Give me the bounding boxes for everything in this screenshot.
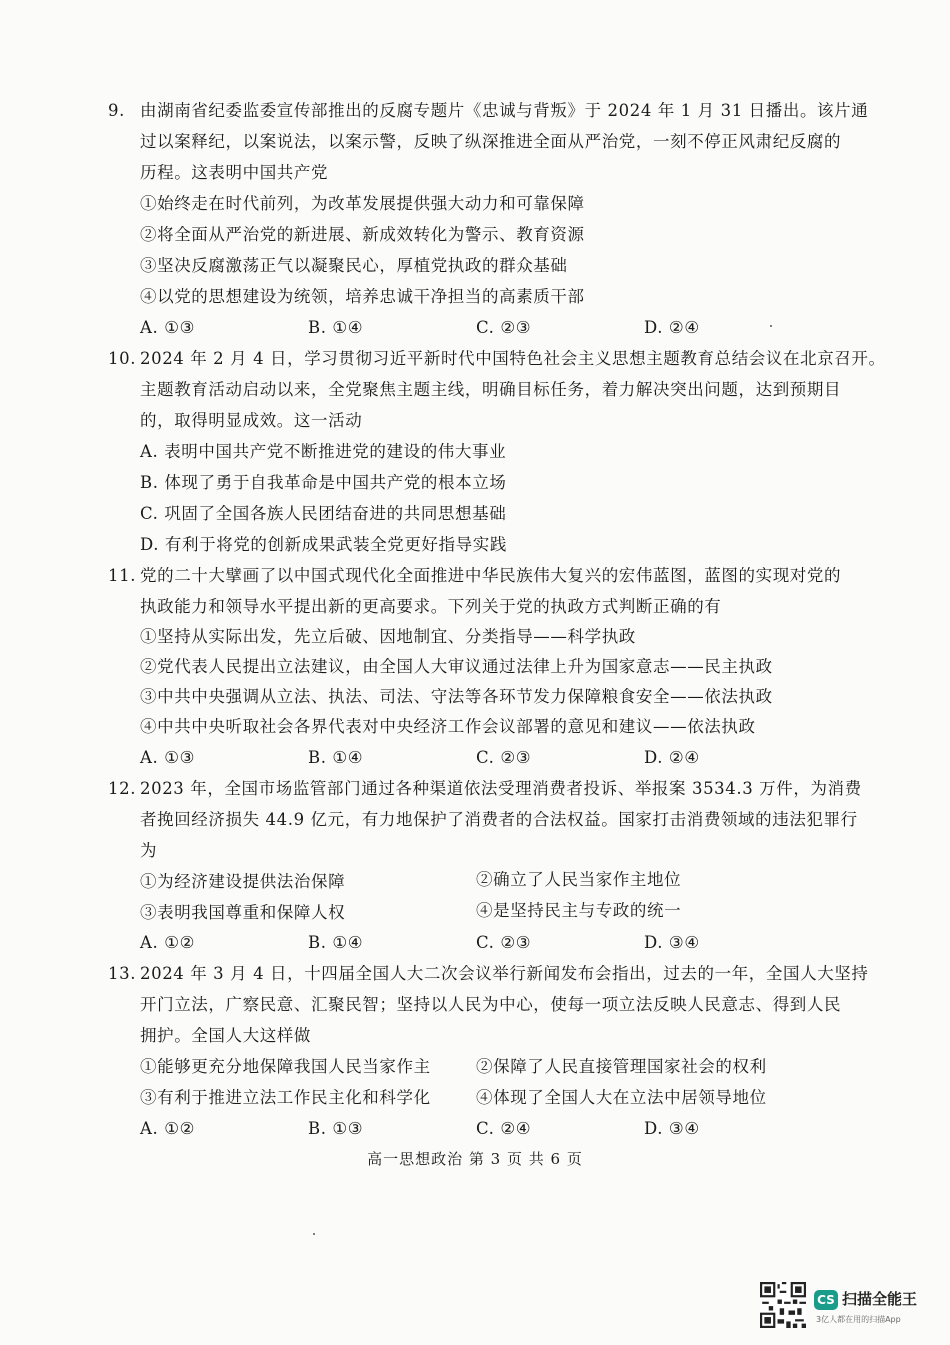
q12-statement-1: ①为经济建设提供法治保障 — [140, 872, 346, 891]
q9-choice-d: D. ②④ — [644, 318, 700, 337]
q9-statement-3: ③坚决反腐激荡正气以凝聚民心，厚植党执政的群众基础 — [140, 256, 568, 275]
q10-stem-line-1: 2024 年 2 月 4 日，学习贯彻习近平新时代中国特色社会主义思想主题教育总结会议在北京召开。 — [140, 349, 886, 368]
q12-number: 12. — [108, 779, 137, 798]
q9-stem-line-1: 由湖南省纪委监委宣传部推出的反腐专题片《忠诚与背叛》于 2024 年 1 月 31 日播出。该片通 — [140, 101, 869, 120]
q10-choice-d: D. 有利于将党的创新成果武装全党更好指导实践 — [140, 535, 507, 554]
cs-logo-badge: CS — [814, 1290, 838, 1310]
q12-choice-d: D. ③④ — [644, 933, 700, 952]
q13-choice-a: A. ①② — [140, 1119, 195, 1138]
q11-number: 11. — [108, 566, 137, 585]
q12-stem-line-1: 2023 年，全国市场监管部门通过各种渠道依法受理消费者投诉、举报案 3534.3 万件，为消费 — [140, 779, 862, 798]
q10-choice-c: C. 巩固了全国各族人民团结奋进的共同思想基础 — [140, 504, 507, 523]
q11-statement-3: ③中共中央强调从立法、执法、司法、守法等各环节发力保障粮食安全——依法执政 — [140, 687, 773, 706]
qr-code-icon — [760, 1282, 806, 1328]
q11-statement-1: ①坚持从实际出发，先立后破、因地制宜、分类指导——科学执政 — [140, 627, 636, 646]
q9-stem-line-2: 过以案释纪，以案说法，以案示警，反映了纵深推进全面从严治党，一刻不停正风肃纪反腐的 — [140, 132, 842, 151]
q12-statement-3: ③表明我国尊重和保障人权 — [140, 903, 346, 922]
q12-stem-line-3: 为 — [140, 841, 158, 860]
q11-stem-line-1: 党的二十大擘画了以中国式现代化全面推进中华民族伟大复兴的宏伟蓝图，蓝图的实现对党的 — [140, 566, 842, 585]
q11-choice-c: C. ②③ — [476, 748, 532, 767]
q10-choice-b: B. 体现了勇于自我革命是中国共产党的根本立场 — [140, 473, 507, 492]
scan-speck — [313, 1233, 315, 1235]
scanner-watermark — [760, 1282, 930, 1330]
q11-stem-line-2: 执政能力和领导水平提出新的更高要求。下列关于党的执政方式判断正确的有 — [140, 597, 722, 616]
q9-choice-b: B. ①④ — [308, 318, 364, 337]
q12-stem-line-2: 者挽回经济损失 44.9 亿元，有力地保护了消费者的合法权益。国家打击消费领域的违法犯罪行 — [140, 810, 858, 829]
scanner-app-name: 扫描全能王 — [842, 1290, 918, 1308]
q13-choice-c: C. ②④ — [476, 1119, 532, 1138]
q13-stem-line-1: 2024 年 3 月 4 日，十四届全国人大二次会议举行新闻发布会指出，过去的一年，全国人大坚持 — [140, 964, 869, 983]
scanner-app-tagline: 3亿人都在用的扫描App — [816, 1315, 901, 1324]
q13-stem-line-2: 开门立法，广察民意、汇聚民智；坚持以人民为中心，使每一项立法反映人民意志、得到人民 — [140, 995, 842, 1014]
q12-statement-4: ④是坚持民主与专政的统一 — [476, 901, 682, 920]
q10-choice-a: A. 表明中国共产党不断推进党的建设的伟大事业 — [140, 442, 507, 461]
q13-statement-2: ②保障了人民直接管理国家社会的权利 — [476, 1057, 767, 1076]
q11-choice-b: B. ①④ — [308, 748, 364, 767]
q11-choice-d: D. ②④ — [644, 748, 700, 767]
q12-statement-2: ②确立了人民当家作主地位 — [476, 870, 682, 889]
q11-statement-2: ②党代表人民提出立法建议，由全国人大审议通过法律上升为国家意志——民主执政 — [140, 657, 773, 676]
q9-choice-a: A. ①③ — [140, 318, 195, 337]
q13-choice-d: D. ③④ — [644, 1119, 700, 1138]
q12-choice-b: B. ①④ — [308, 933, 364, 952]
q10-number: 10. — [108, 349, 137, 368]
q13-statement-4: ④体现了全国人大在立法中居领导地位 — [476, 1088, 767, 1107]
q11-choice-a: A. ①③ — [140, 748, 195, 767]
q13-number: 13. — [108, 964, 137, 983]
q9-number: 9. — [108, 101, 125, 120]
page-footer: 高一思想政治 第 3 页 共 6 页 — [367, 1150, 583, 1168]
scan-speck — [770, 325, 772, 327]
q12-choice-a: A. ①② — [140, 933, 195, 952]
q9-stem-line-3: 历程。这表明中国共产党 — [140, 163, 329, 182]
q10-stem-line-3: 的，取得明显成效。这一活动 — [140, 411, 363, 430]
q9-statement-2: ②将全面从严治党的新进展、新成效转化为警示、教育资源 — [140, 225, 585, 244]
q9-choice-c: C. ②③ — [476, 318, 532, 337]
q13-statement-1: ①能够更充分地保障我国人民当家作主 — [140, 1057, 431, 1076]
q13-choice-b: B. ①③ — [308, 1119, 364, 1138]
q10-stem-line-2: 主题教育活动启动以来，全党聚焦主题主线，明确目标任务，着力解决突出问题，达到预期目 — [140, 380, 842, 399]
q11-statement-4: ④中共中央听取社会各界代表对中央经济工作会议部署的意见和建议——依法执政 — [140, 717, 756, 736]
q9-statement-4: ④以党的思想建设为统领，培养忠诚干净担当的高素质干部 — [140, 287, 585, 306]
q13-stem-line-3: 拥护。全国人大这样做 — [140, 1026, 311, 1045]
q13-statement-3: ③有利于推进立法工作民主化和科学化 — [140, 1088, 431, 1107]
q9-statement-1: ①始终走在时代前列，为改革发展提供强大动力和可靠保障 — [140, 194, 585, 213]
q12-choice-c: C. ②③ — [476, 933, 532, 952]
